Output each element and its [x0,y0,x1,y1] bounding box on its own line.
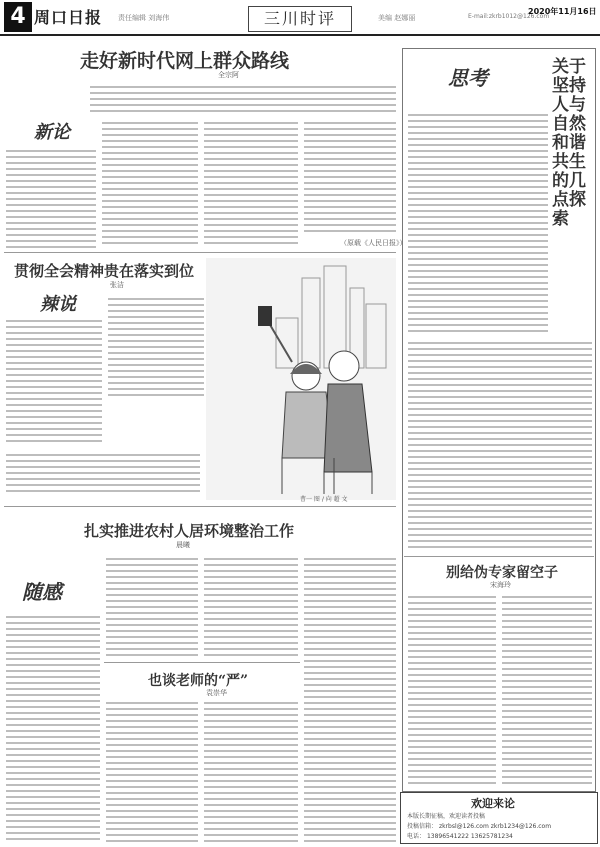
email-1[interactable]: zkrbsl@126.com [438,823,489,830]
article-body-column [102,120,198,248]
article-body-column [6,318,102,446]
cartoon-illustration [206,258,396,500]
article-body-column [304,120,396,236]
article-title-plenary-spirit: 贯彻全会精神贵在落实到位 [14,262,195,280]
divider [104,662,300,663]
article-author: 宋海玲 [490,581,511,589]
article-body-column [6,614,100,842]
article-title-teacher-strictness: 也谈老师的“严” [148,673,249,689]
page-number: 4 [4,2,32,32]
column-tag-sikao [448,62,488,91]
article-body-column [502,594,592,786]
column-tag-label: 新论 [34,122,70,143]
welcome-line: 本版长期征稿，欢迎读者投稿 [407,813,486,820]
divider [4,506,396,507]
column-tag-lashuo [40,290,76,316]
phone-1: 13896541222 [426,833,469,840]
column-tag-label: 随感 [22,580,62,604]
article-body-column [408,594,496,786]
article-intro-text [90,84,396,114]
article-body-column [204,556,298,656]
welcome-phone-line [407,831,513,840]
article-title-network-mass-line: 走好新时代网上群众路线 [80,50,290,72]
column-tag-xinlun [34,118,70,144]
masthead-email: E-mail:zkrb1012@126.com [468,13,550,20]
article-author: 张洁 [110,281,124,289]
column-tag-suigan [22,576,62,605]
paper-name: 周口日报 [34,8,103,27]
welcome-email-line [407,821,551,830]
issue-date: 2020年11月16日 [528,7,597,16]
divider [4,252,396,253]
article-body-column [408,340,592,548]
article-body-column [204,120,298,248]
article-title-harmony-nature: 关于坚持人与自然和谐共生的几点探索 [552,57,586,229]
phone-icon [258,306,272,326]
column-tag-label: 辣说 [40,294,76,315]
design-credit: 美编 赵娜丽 [378,14,416,22]
article-author: 全宗阿 [218,71,239,79]
email-label: 投稿信箱： [407,823,438,830]
article-body-column [204,700,298,842]
masthead [0,0,600,36]
article-title-rural-environment: 扎实推进农村人居环境整治工作 [84,522,295,540]
article-body-column [6,452,200,492]
welcome-contributions-box [400,792,598,844]
column-tag-label: 思考 [448,66,488,90]
editor-credit: 责任编辑 刘海伟 [118,14,170,22]
article-body-column [408,112,548,336]
article-body-column [6,148,96,248]
welcome-title: 欢迎来论 [471,797,515,810]
article-author: 晨曦 [176,541,190,549]
man-head [329,351,359,381]
section-title: 三川时评 [248,6,352,32]
cartoon-caption: 曹一 图 / 向 超 文 [300,496,348,503]
email-2[interactable]: zkrb1234@126.com [490,823,552,830]
phone-label: 电话： [407,833,426,840]
source-note: （原载《人民日报》） [340,239,407,247]
article-body-column [304,556,396,842]
article-title-fake-experts: 别给伪专家留空子 [446,565,558,581]
article-body-column [106,700,198,842]
article-body-column [106,556,198,656]
article-author: 袁崇华 [206,689,227,697]
phone-2: 13625781234 [470,833,513,840]
divider [404,556,594,557]
article-body-column [108,296,204,396]
